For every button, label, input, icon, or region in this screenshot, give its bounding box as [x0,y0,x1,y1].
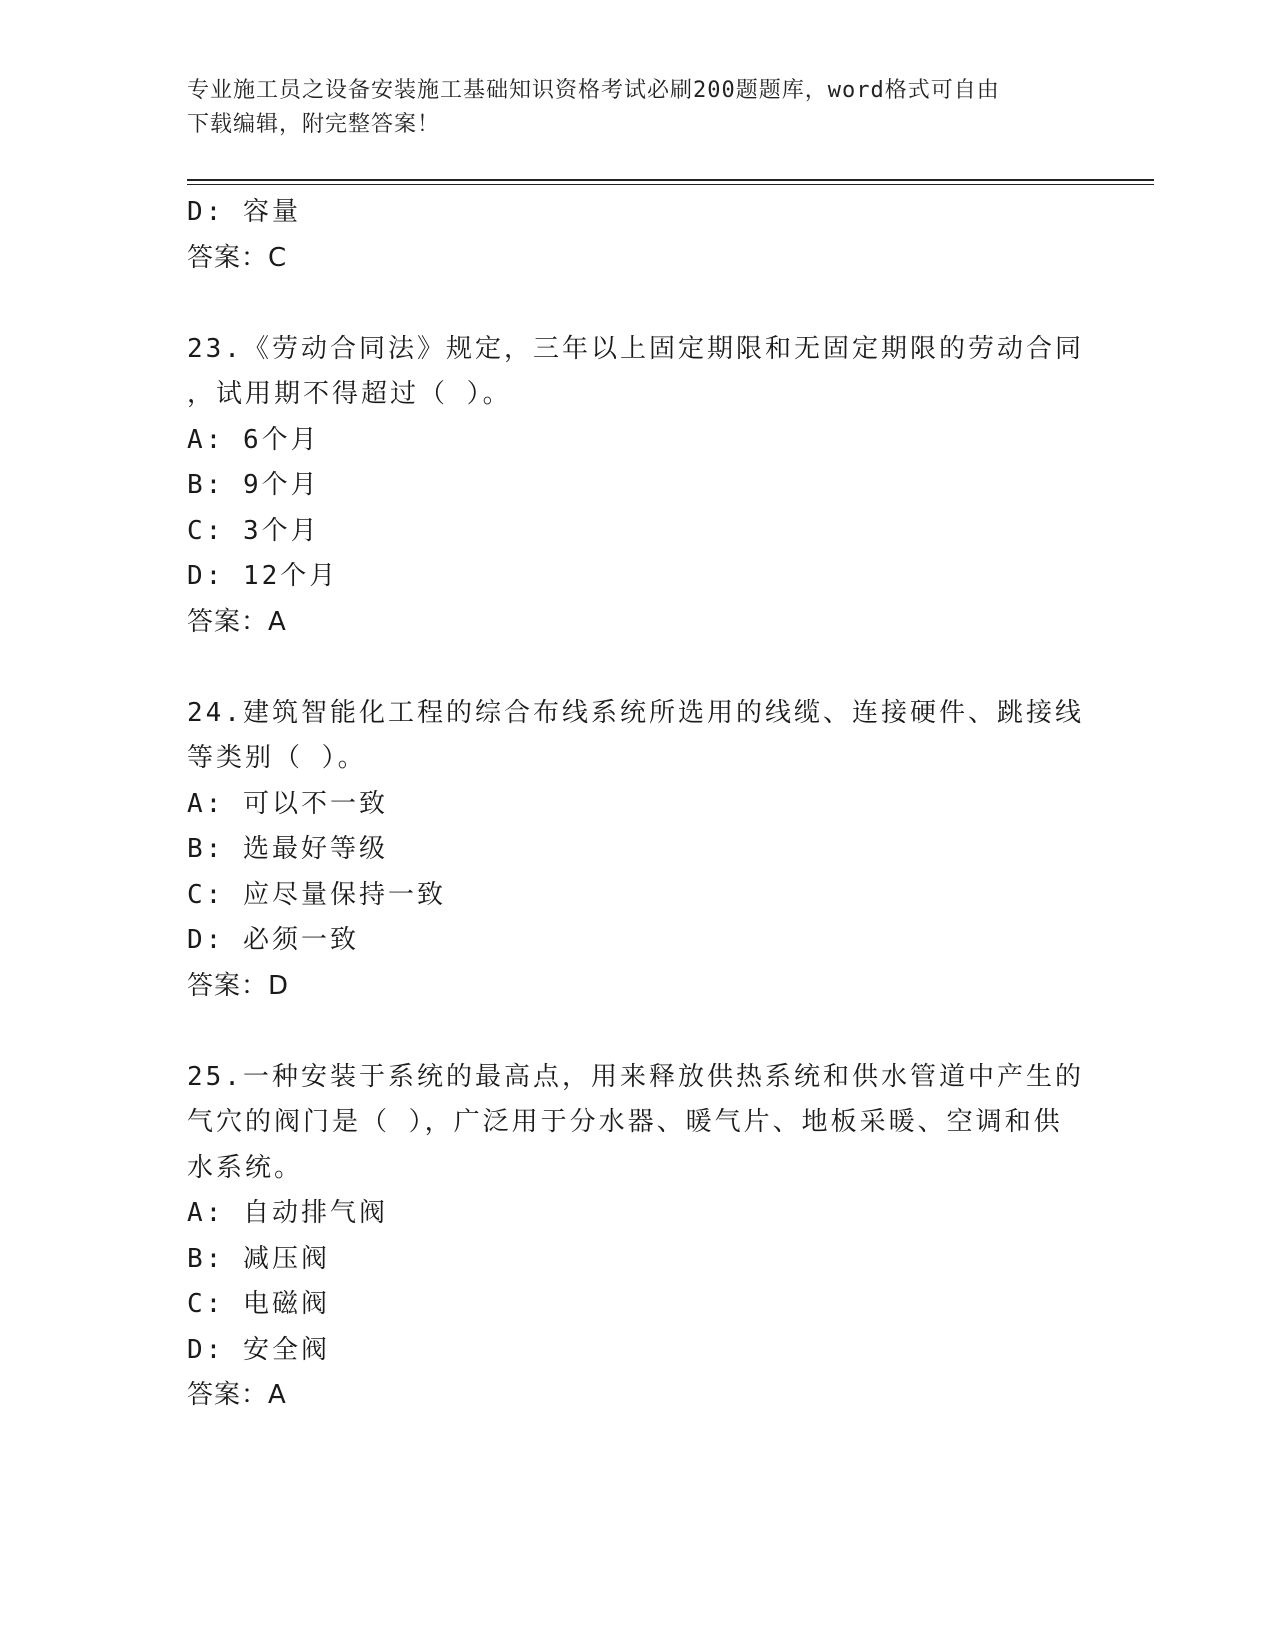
answer: 答案：A [187,1380,287,1410]
option-d: D: 必须一致 [187,925,359,955]
option-d: D: 安全阀 [187,1334,330,1365]
question-stem-line: 气穴的阀门是（ ），广泛用于分水器、暖气片、地板采暖、空调和供 [187,1107,1063,1137]
header-title-line-2: 下载编辑，附完整答案！ [187,112,441,137]
option-b: B: 减压阀 [187,1243,330,1274]
question-stem-line: 等类别（ ）。 [187,743,367,773]
prev-answer: 答案：C [187,242,288,273]
option-b: B: 9个月 [187,470,320,500]
question-stem-line: ，试用期不得超过（ ）。 [187,379,512,409]
header-divider-thick [187,179,1154,181]
prev-option-d: D: 容量 [187,197,301,227]
option-c: C: 电磁阀 [187,1289,330,1319]
option-c: C: 3个月 [187,515,320,546]
answer: 答案：A [187,606,287,637]
answer: 答案：D [187,970,290,1001]
question-24 [187,691,1087,1010]
option-d: D: 12个月 [187,561,339,591]
question-stem-line: 25.一种安装于系统的最高点，用来释放供热系统和供水管道中产生的 [187,1061,1084,1092]
question-23 [187,327,1087,646]
option-b: B: 选最好等级 [187,834,388,864]
spacer [187,645,1087,691]
question-stem-line: 24.建筑智能化工程的综合布线系统所选用的线缆、连接硬件、跳接线 [187,697,1084,728]
document-header [187,74,1067,142]
option-a: A: 可以不一致 [187,788,388,819]
option-a: A: 6个月 [187,424,320,455]
spacer [187,1009,1087,1055]
question-stem-line: 水系统。 [187,1152,304,1183]
header-divider-thin [187,184,1154,185]
question-25 [187,1055,1087,1419]
option-c: C: 应尽量保持一致 [187,879,446,910]
question-stem-line: 23.《劳动合同法》规定，三年以上固定期限和无固定期限的劳动合同 [187,333,1084,364]
header-title-line-1: 专业施工员之设备安装施工基础知识资格考试必刷200题题库，word格式可自由 [187,78,1000,103]
spacer [187,281,1087,327]
question-content [187,190,1087,1419]
option-a: A: 自动排气阀 [187,1198,388,1228]
